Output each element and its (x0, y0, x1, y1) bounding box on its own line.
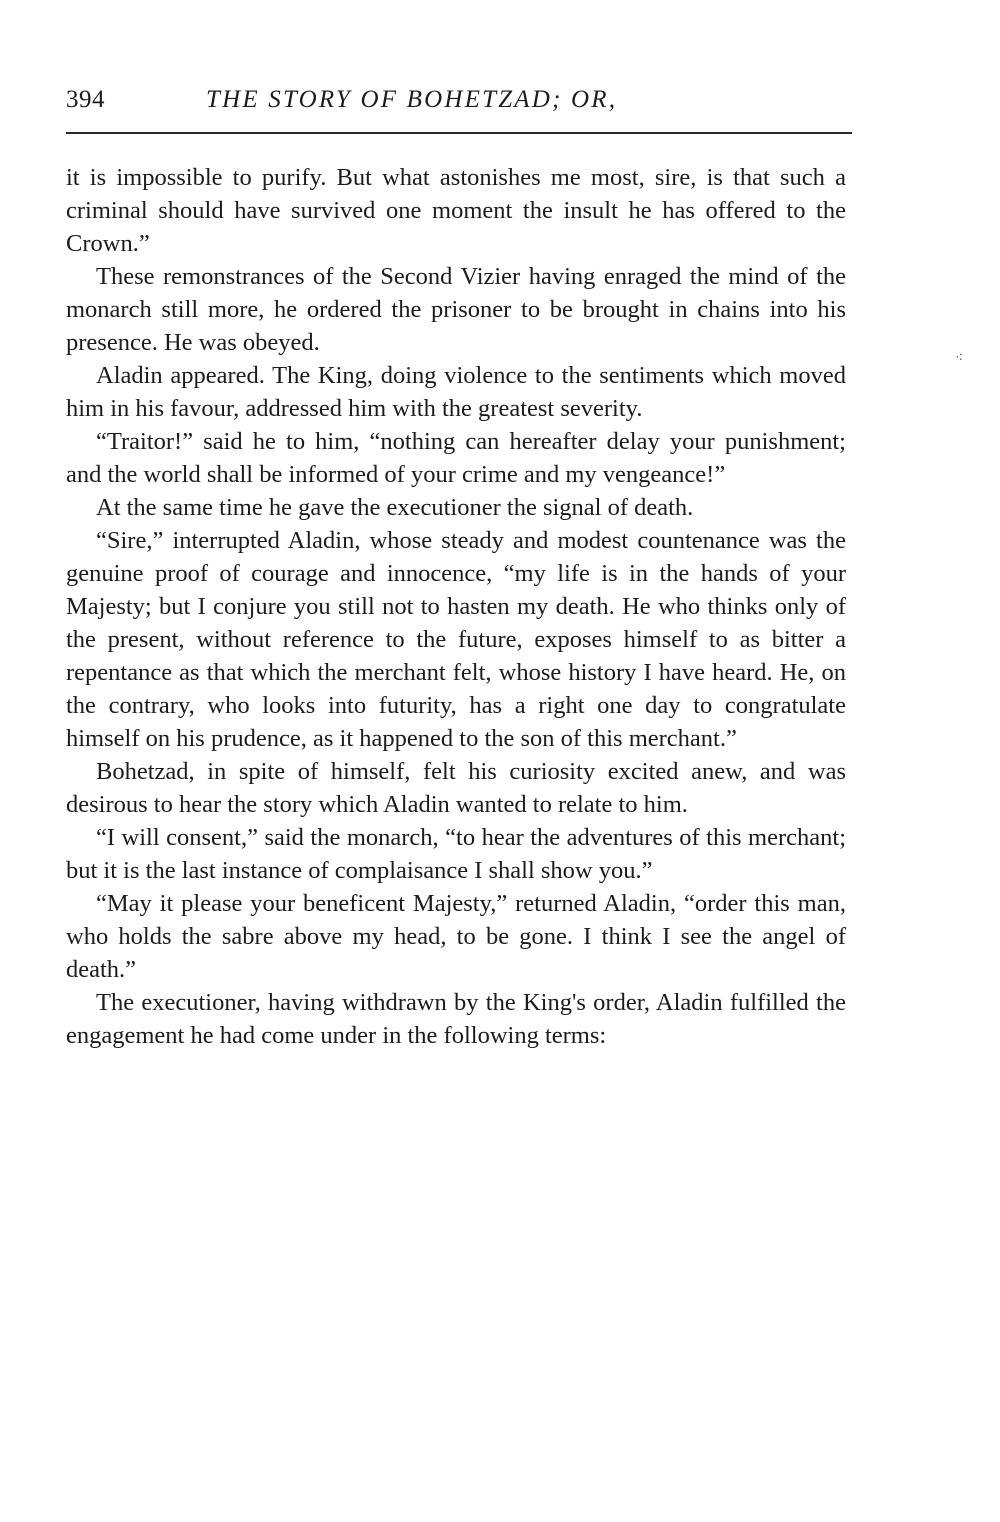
paragraph: it is impossible to purify. But what astonishes me most, sire, is that such a criminal should have survived one moment the insult he has offered to the Crown.” (66, 164, 846, 257)
paragraph: “Traitor!” said he to him, “nothing can hereafter delay your punishment; and the world shall be informed of your crime and my vengeance!” (66, 428, 846, 488)
paragraph: “I will consent,” said the monarch, “to hear the adventures of this merchant; but it is the last instance of complaisance I shall show you.” (66, 824, 846, 884)
page-header (66, 86, 852, 122)
paragraph: The executioner, having withdrawn by the King's order, Aladin fulfilled the engagement he had come under in the following terms: (66, 989, 846, 1049)
paragraph: “Sire,” interrupted Aladin, whose steady and modest countenance was the genuine proof of courage and innocence, “my life is in the hands of your Majesty; but I conjure you still not to hasten my death. He who thinks only of the present, without reference to the future, exposes himself to as bitter a repentance as that which the merchant felt, whose history I have heard. He, on the contrary, who looks into futurity, has a right one day to congratulate himself on his prudence, as it happened to the son of this merchant.” (66, 527, 846, 752)
paragraph: “May it please your beneficent Majesty,” returned Aladin, “order this man, who holds the sabre above my head, to be gone. I think I see the angel of death.” (66, 890, 846, 983)
paragraph: At the same time he gave the executioner the signal of death. (96, 494, 694, 521)
paragraph: Bohetzad, in spite of himself, felt his curiosity excited anew, and was desirous to hear the story which Aladin wanted to relate to him. (66, 758, 846, 818)
page-number: 394 (66, 86, 105, 113)
print-speck: ⁖ (955, 351, 964, 366)
header-rule (66, 132, 852, 134)
paragraph: These remonstrances of the Second Vizier having enraged the mind of the monarch still more, he ordered the prisoner to be brought in chains into his presence. He was obeyed. (66, 263, 846, 356)
paragraph: Aladin appeared. The King, doing violence to the sentiments which moved him in his favour, addressed him with the greatest severity. (66, 362, 846, 422)
running-title: THE STORY OF BOHETZAD; OR, (206, 86, 618, 113)
body-text (66, 161, 846, 1052)
